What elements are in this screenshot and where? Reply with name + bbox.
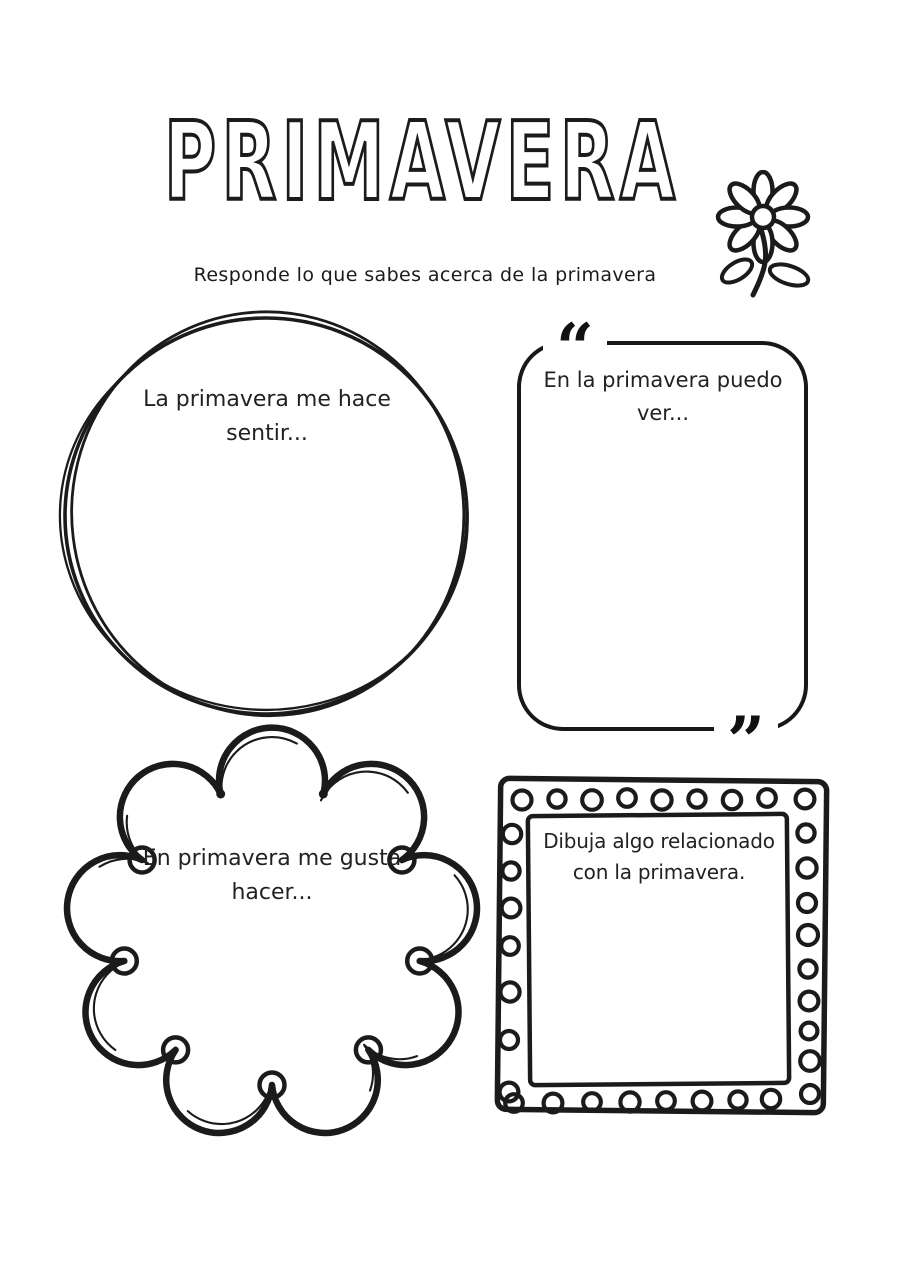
activities-prompt — [137, 842, 407, 910]
worksheet-subtitle: Responde lo que sabes acerca de la primavera — [193, 264, 657, 286]
draw-prompt — [531, 826, 787, 888]
activities-answer-area[interactable] — [105, 905, 440, 1120]
page-title: PRIMAVERA — [163, 100, 681, 225]
draw-prompt-line2: con la primavera. — [572, 860, 746, 884]
draw-prompt-line1: Dibuja algo relacionado — [543, 829, 775, 853]
quote-open-icon: “ — [543, 319, 607, 378]
feelings-prompt-line2: sentir... — [226, 421, 308, 447]
draw-answer-area[interactable] — [535, 880, 785, 1075]
see-prompt-line2: ver... — [636, 400, 690, 425]
feelings-answer-area[interactable] — [92, 345, 442, 685]
activities-prompt-line2: hacer... — [231, 880, 313, 906]
see-answer-area[interactable] — [535, 420, 790, 710]
activities-prompt-line1: En primavera me gusta — [142, 846, 402, 871]
see-prompt-line1: En la primavera puedo — [543, 368, 783, 392]
feelings-prompt-line1: La primavera me hace — [143, 387, 391, 412]
quote-close-icon: ” — [714, 712, 778, 771]
